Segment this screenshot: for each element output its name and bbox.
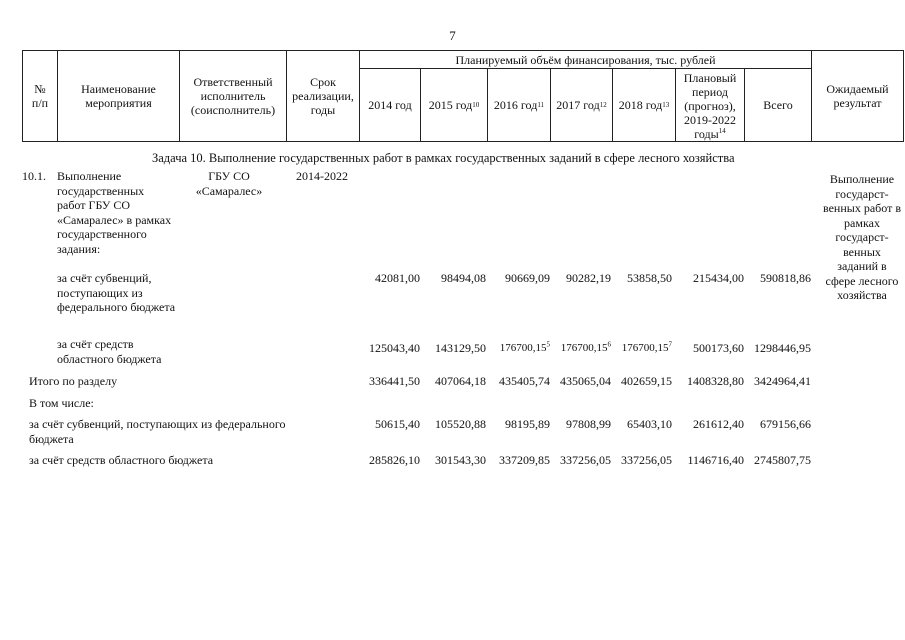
item-name: Выполнение государственных работ ГБУ СО «Самаралес» в рамках государственного задания:	[57, 169, 172, 256]
header-2018-label: 2018 год	[618, 98, 663, 112]
header-2016: 2016 год 11	[487, 68, 551, 142]
row-section-total-2018: 402659,15	[621, 374, 672, 388]
row-sum-federal-2018: 65403,10	[627, 417, 672, 431]
header-plan-note: 14	[718, 127, 726, 135]
header-2017: 2017 год 12	[550, 68, 613, 142]
header-plan	[675, 68, 745, 142]
row-sum-regional-label: за счёт средств областного бюджета	[29, 453, 214, 467]
row-sum-regional-plan: 1146716,40	[687, 453, 744, 467]
row-section-total-2014: 336441,50	[369, 374, 420, 388]
header-result: Ожидаемый результат	[811, 50, 904, 142]
row-sum-regional-total: 2745807,75	[754, 453, 811, 467]
row-sum-federal-2017: 97808,99	[566, 417, 611, 431]
header-total: Всего	[744, 68, 812, 142]
row-regional-2015: 143129,50	[435, 341, 486, 355]
header-2015: 2015 год 10	[420, 68, 488, 142]
header-plan-label: Плановый период (прогноз), 2019-2022 годы	[683, 71, 737, 141]
row-regional-total: 1298446,95	[754, 341, 811, 355]
item-term: 2014-2022	[296, 169, 348, 183]
row-sum-regional-2016: 337209,85	[499, 453, 550, 467]
header-2015-label: 2015 год	[428, 98, 473, 112]
row-section-total-total: 3424964,41	[754, 374, 811, 388]
task-title: Задача 10. Выполнение государственных работ в рамках государственных заданий в сфере лесного хозяйства	[152, 151, 735, 165]
row-regional-label: за счёт средств областного бюджета	[57, 337, 162, 366]
table-header	[22, 50, 904, 142]
row-federal-plan: 215434,00	[693, 271, 744, 285]
row-regional-2017	[561, 341, 611, 356]
row-section-total-2016: 435405,74	[499, 374, 550, 388]
row-sum-federal-2016: 98195,89	[505, 417, 550, 431]
row-regional-2018-value: 176700,15	[621, 342, 669, 354]
header-name: Наименование мероприятия	[57, 50, 180, 142]
row-federal-2016: 90669,09	[505, 271, 550, 285]
row-federal-2015: 98494,08	[441, 271, 486, 285]
header-funding-group: Планируемый объём финансирования, тыс. рублей	[359, 50, 812, 69]
row-regional-2014: 125043,40	[369, 341, 420, 355]
row-sum-federal-2014: 50615,40	[375, 417, 420, 431]
header-2016-label: 2016 год	[493, 98, 538, 112]
row-sum-federal-label: за счёт субвенций, поступающих из федерального бюджета	[29, 417, 286, 446]
including-label: В том числе:	[29, 396, 94, 410]
header-executor: Ответственный исполнитель (соисполнитель)	[179, 50, 287, 142]
row-regional-2018	[622, 341, 672, 356]
row-sum-regional-2014: 285826,10	[369, 453, 420, 467]
row-regional-2017-value: 176700,15	[560, 342, 608, 354]
row-regional-2016-value: 176700,15	[499, 342, 547, 354]
row-sum-regional-2017: 337256,05	[560, 453, 611, 467]
page-number: 7	[449, 28, 456, 43]
row-section-total-label: Итого по разделу	[29, 374, 118, 388]
row-sum-regional-2018: 337256,05	[621, 453, 672, 467]
header-term: Срок реализации, годы	[286, 50, 360, 142]
row-sum-regional-2015: 301543,30	[435, 453, 486, 467]
expected-result: Выполнение государст-венных работ в рамках государст-венных заданий в сфере лесного хозяйства	[822, 172, 901, 302]
row-federal-2018: 53858,50	[627, 271, 672, 285]
item-number: 10.1.	[22, 169, 46, 183]
header-num: № п/п	[22, 50, 58, 142]
row-regional-2018-note: 7	[668, 340, 672, 349]
item-executor: ГБУ СО «Самаралес»	[195, 169, 263, 198]
row-regional-2017-note: 6	[607, 340, 611, 349]
row-sum-federal-total: 679156,66	[760, 417, 811, 431]
row-regional-2016	[500, 341, 550, 356]
header-2018: 2018 год 13	[612, 68, 676, 142]
row-federal-label: за счёт субвенций, поступающих из федерального бюджета	[57, 271, 176, 314]
header-2014: 2014 год	[359, 68, 421, 142]
row-section-total-2015: 407064,18	[435, 374, 486, 388]
header-2017-label: 2017 год	[556, 98, 600, 112]
row-federal-total: 590818,86	[760, 271, 811, 285]
row-sum-federal-2015: 105520,88	[435, 417, 486, 431]
row-federal-2017: 90282,19	[566, 271, 611, 285]
row-section-total-2017: 435065,04	[560, 374, 611, 388]
row-federal-2014: 42081,00	[375, 271, 420, 285]
row-sum-federal-plan: 261612,40	[693, 417, 744, 431]
row-section-total-plan: 1408328,80	[687, 374, 744, 388]
row-regional-plan: 500173,60	[693, 341, 744, 355]
row-regional-2016-note: 5	[546, 340, 550, 349]
